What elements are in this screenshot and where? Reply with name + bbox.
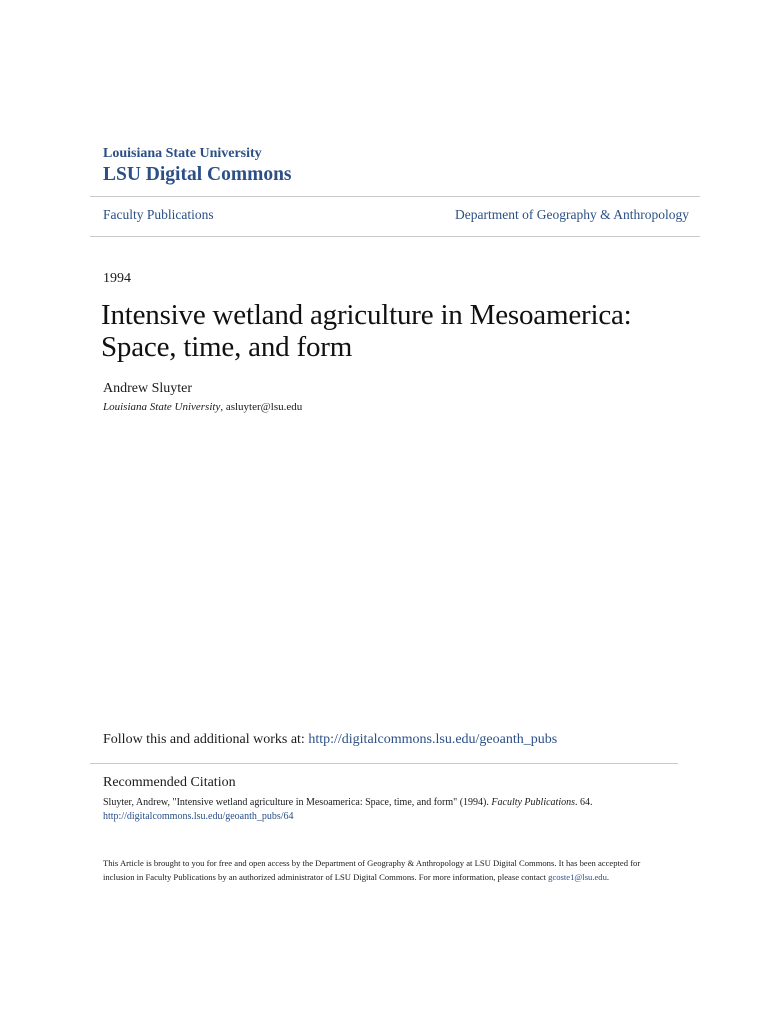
citation-url-link[interactable]: http://digitalcommons.lsu.edu/geoanth_pubs/64 <box>103 811 294 822</box>
repository-header <box>103 145 292 187</box>
affiliation-institution: Louisiana State University <box>103 401 221 413</box>
affiliation-email: , asluyter@lsu.edu <box>220 401 303 413</box>
divider-citation <box>90 763 678 764</box>
follow-line <box>103 732 557 748</box>
notice-text: This Article is brought to you for free and open access by the Department of Geography & Anthropology at LSU Digital Commons. It has been accepted for inclusion in Faculty Publications by an authorized administrator of LSU Digital Commons. For more information, please contact <box>103 858 641 882</box>
follow-url-link[interactable]: http://digitalcommons.lsu.edu/geoanth_pubs <box>308 732 558 747</box>
recommended-citation-heading: Recommended Citation <box>103 775 236 790</box>
publication-year: 1994 <box>103 271 131 286</box>
follow-prefix: Follow this and additional works at: <box>103 732 309 747</box>
citation-text: Sluyter, Andrew, "Intensive wetland agriculture in Mesoamerica: Space, time, and form" (1994). <box>103 797 492 808</box>
citation-block <box>103 796 683 824</box>
notice-end: . <box>606 872 610 882</box>
article-title <box>101 299 701 363</box>
divider-nav <box>90 236 700 237</box>
author-name: Andrew Sluyter <box>103 381 193 396</box>
collection-link[interactable]: Faculty Publications <box>103 207 214 222</box>
access-notice <box>103 856 663 884</box>
repository-name[interactable]: LSU Digital Commons <box>103 164 292 185</box>
citation-number: . 64. <box>574 797 593 808</box>
department-link[interactable]: Department of Geography & Anthropology <box>455 207 689 222</box>
university-name[interactable]: Louisiana State University <box>103 146 262 161</box>
author-affiliation <box>103 401 302 413</box>
contact-email-link[interactable]: gcoste1@lsu.edu <box>548 872 607 882</box>
divider-top <box>90 196 700 197</box>
article-title-line-1: Intensive wetland agriculture in Mesoamerica: <box>101 299 632 331</box>
citation-journal: Faculty Publications <box>491 797 575 808</box>
article-title-line-2: Space, time, and form <box>101 331 353 363</box>
